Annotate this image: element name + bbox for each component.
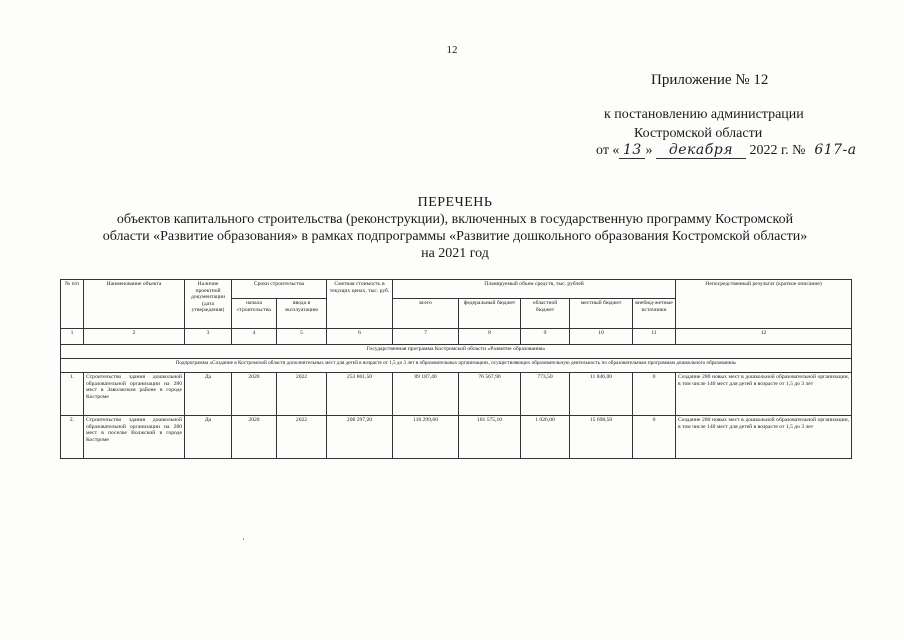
row-offbudget: 0 — [633, 373, 676, 416]
header-terms: Сроки строительства — [232, 280, 327, 299]
row-num: 1. — [61, 373, 84, 416]
header-total: всего — [393, 299, 459, 329]
table-header-row — [61, 280, 852, 299]
decree-date-line — [596, 142, 865, 159]
row-start: 2020 — [232, 373, 277, 416]
decree-prefix: от « — [596, 143, 620, 158]
row-commission: 2022 — [277, 416, 327, 459]
table-row — [61, 373, 852, 416]
row-federal: 76 567,90 — [459, 373, 521, 416]
row-total: 118 299,60 — [393, 416, 459, 459]
decree-line-2: Костромской области — [634, 126, 763, 141]
row-docs: Да — [185, 416, 232, 459]
row-local: 15 698,50 — [570, 416, 633, 459]
column-number: 7 — [393, 329, 459, 345]
header-result: Непосредственный результат (краткое описание) — [676, 280, 852, 329]
page-number: 12 — [446, 44, 458, 56]
document-subtitle-line1: объектов капитального строительства (реконструкции), включенных в государственную программу Костромской — [116, 212, 794, 227]
decree-day: 13 — [619, 142, 645, 159]
row-object-name: Строительство здания дошкольной образовательной организации на 280 мест в поселке Волжский в городе Костроме — [84, 416, 185, 459]
scan-speck — [243, 538, 244, 540]
row-result: Создание 280 новых мест в дошкольной образовательной организации, в том числе 140 мест для детей в возрасте от 1,5 до 3 лет — [676, 416, 852, 459]
program-title: Государственная программа Костромской области «Развитие образования» — [61, 345, 852, 359]
column-number: 5 — [277, 329, 327, 345]
decree-month: декабря — [656, 142, 746, 159]
decree-line-1: к постановлению администрации — [604, 107, 804, 122]
header-start: начала строительства — [232, 299, 277, 329]
row-regional: 1 026,00 — [521, 416, 570, 459]
column-number: 1 — [61, 329, 84, 345]
subprogram-row — [61, 359, 852, 373]
program-row — [61, 345, 852, 359]
decree-number: 617-а — [814, 142, 857, 158]
row-total: 89 187,40 — [393, 373, 459, 416]
decree-year: 2022 г. № — [749, 143, 806, 158]
row-object-name: Строительство здания дошкольной образовательной организации на 280 мест в Заволжском районе в городе Костроме — [84, 373, 185, 416]
column-number: 8 — [459, 329, 521, 345]
column-number-row — [61, 329, 852, 345]
column-number: 10 — [570, 329, 633, 345]
column-number: 3 — [185, 329, 232, 345]
header-name: Наименование объекта — [84, 280, 185, 329]
row-result: Создание 280 новых мест в дошкольной образовательной организации, в том числе 140 мест для детей в возрасте от 1,5 до 3 лет — [676, 373, 852, 416]
column-number: 12 — [676, 329, 852, 345]
column-number: 9 — [521, 329, 570, 345]
row-regional: 773,50 — [521, 373, 570, 416]
decree-mid: » — [645, 143, 653, 158]
document-subtitle-line3: на 2021 год — [421, 246, 489, 261]
row-federal: 101 575,10 — [459, 416, 521, 459]
column-number: 2 — [84, 329, 185, 345]
row-cost: 208 297,20 — [327, 416, 393, 459]
table-row — [61, 416, 852, 459]
document-title-block — [60, 194, 850, 262]
document-title: ПЕРЕЧЕНЬ — [417, 195, 493, 210]
header-commission: ввода в эксплуатацию — [277, 299, 327, 329]
column-number: 6 — [327, 329, 393, 345]
row-docs: Да — [185, 373, 232, 416]
row-cost: 253 861,50 — [327, 373, 393, 416]
row-num: 2. — [61, 416, 84, 459]
column-number: 11 — [633, 329, 676, 345]
objects-table — [60, 279, 852, 459]
header-cost: Сметная стоимость в текущих ценах, тыс. руб. — [327, 280, 393, 329]
row-start: 2020 — [232, 416, 277, 459]
header-regional: областной бюджет — [521, 299, 570, 329]
row-commission: 2022 — [277, 373, 327, 416]
header-planned: Планируемый объем средств, тыс. рублей — [393, 280, 676, 299]
header-offbudget: внебюд-жетные источники — [633, 299, 676, 329]
header-num: № п/п — [61, 280, 84, 329]
row-offbudget: 0 — [633, 416, 676, 459]
column-number: 4 — [232, 329, 277, 345]
header-docs: Наличие проектной документации (дата утверждения) — [185, 280, 232, 329]
subprogram-title: Подпрограмма «Создание в Костромской области дополнительных мест для детей в возрасте от 1,5 до 3 лет в образовательных организациях, осуществляющих образовательную деятельность по образовательным программам дошкольного образования» — [61, 359, 852, 373]
row-local: 11 846,00 — [570, 373, 633, 416]
document-subtitle-line2: области «Развитие образования» в рамках подпрограммы «Развитие дошкольного образования Костромской области» — [102, 229, 808, 244]
header-local: местный бюджет — [570, 299, 633, 329]
appendix-title: Приложение № 12 — [651, 72, 769, 88]
header-federal: федеральный бюджет — [459, 299, 521, 329]
